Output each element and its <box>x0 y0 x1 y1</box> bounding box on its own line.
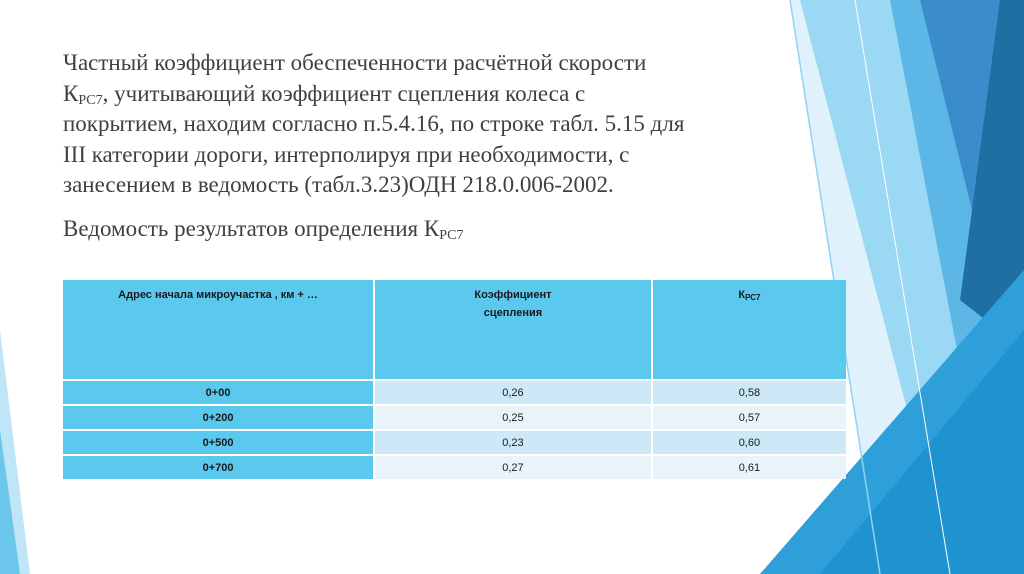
table-row <box>63 430 846 455</box>
cell-k: 0,57 <box>652 405 846 430</box>
header-coef-line-2: сцепления <box>483 307 543 319</box>
paragraph-line-2 <box>63 79 763 110</box>
paragraph-line-3: покрытием, находим согласно п.5.4.16, по строке табл. 5.15 для <box>63 111 685 136</box>
cell-address: 0+00 <box>63 380 374 405</box>
cell-address: 0+200 <box>63 405 374 430</box>
cell-coefficient: 0,27 <box>374 455 652 479</box>
paragraph-line-4: III категории дороги, интерполируя при необходимости, с <box>63 141 630 167</box>
header-address: Адрес начала микроучастка , км + … <box>63 280 374 380</box>
table-row <box>63 405 846 430</box>
paragraph-line-2-rest: , учитывающий коэффициент сцепления колеса с <box>102 80 586 106</box>
cell-k: 0,60 <box>652 430 846 455</box>
header-k <box>652 280 846 380</box>
table-row <box>63 380 846 405</box>
paragraph-line-1: Частный коэффициент обеспеченности расчётной скорости <box>63 50 647 75</box>
header-k-subscript: РС7 <box>745 293 761 302</box>
paragraph-line-5: занесением в ведомость (табл.3.23)ОДН 218.0.006-2002. <box>63 172 614 197</box>
table-title <box>63 216 464 242</box>
header-k-symbol: К <box>738 289 746 301</box>
k-subscript: РС7 <box>78 92 103 108</box>
table-header-row <box>63 280 846 380</box>
table-title-text: Ведомость результатов определения К <box>63 216 440 241</box>
table-title-subscript: РС7 <box>439 228 464 243</box>
cell-address: 0+700 <box>63 455 374 479</box>
cell-coefficient: 0,26 <box>374 380 652 405</box>
cell-address: 0+500 <box>63 430 374 455</box>
cell-coefficient: 0,23 <box>374 430 652 455</box>
results-table <box>63 280 846 479</box>
table-row <box>63 455 846 479</box>
header-coef-line-1: Коэффициент <box>474 289 552 301</box>
k-symbol: К <box>63 80 79 106</box>
cell-k: 0,58 <box>652 380 846 405</box>
cell-coefficient: 0,25 <box>374 405 652 430</box>
description-paragraph <box>63 48 763 201</box>
cell-k: 0,61 <box>652 455 846 479</box>
header-coefficient <box>374 280 652 380</box>
